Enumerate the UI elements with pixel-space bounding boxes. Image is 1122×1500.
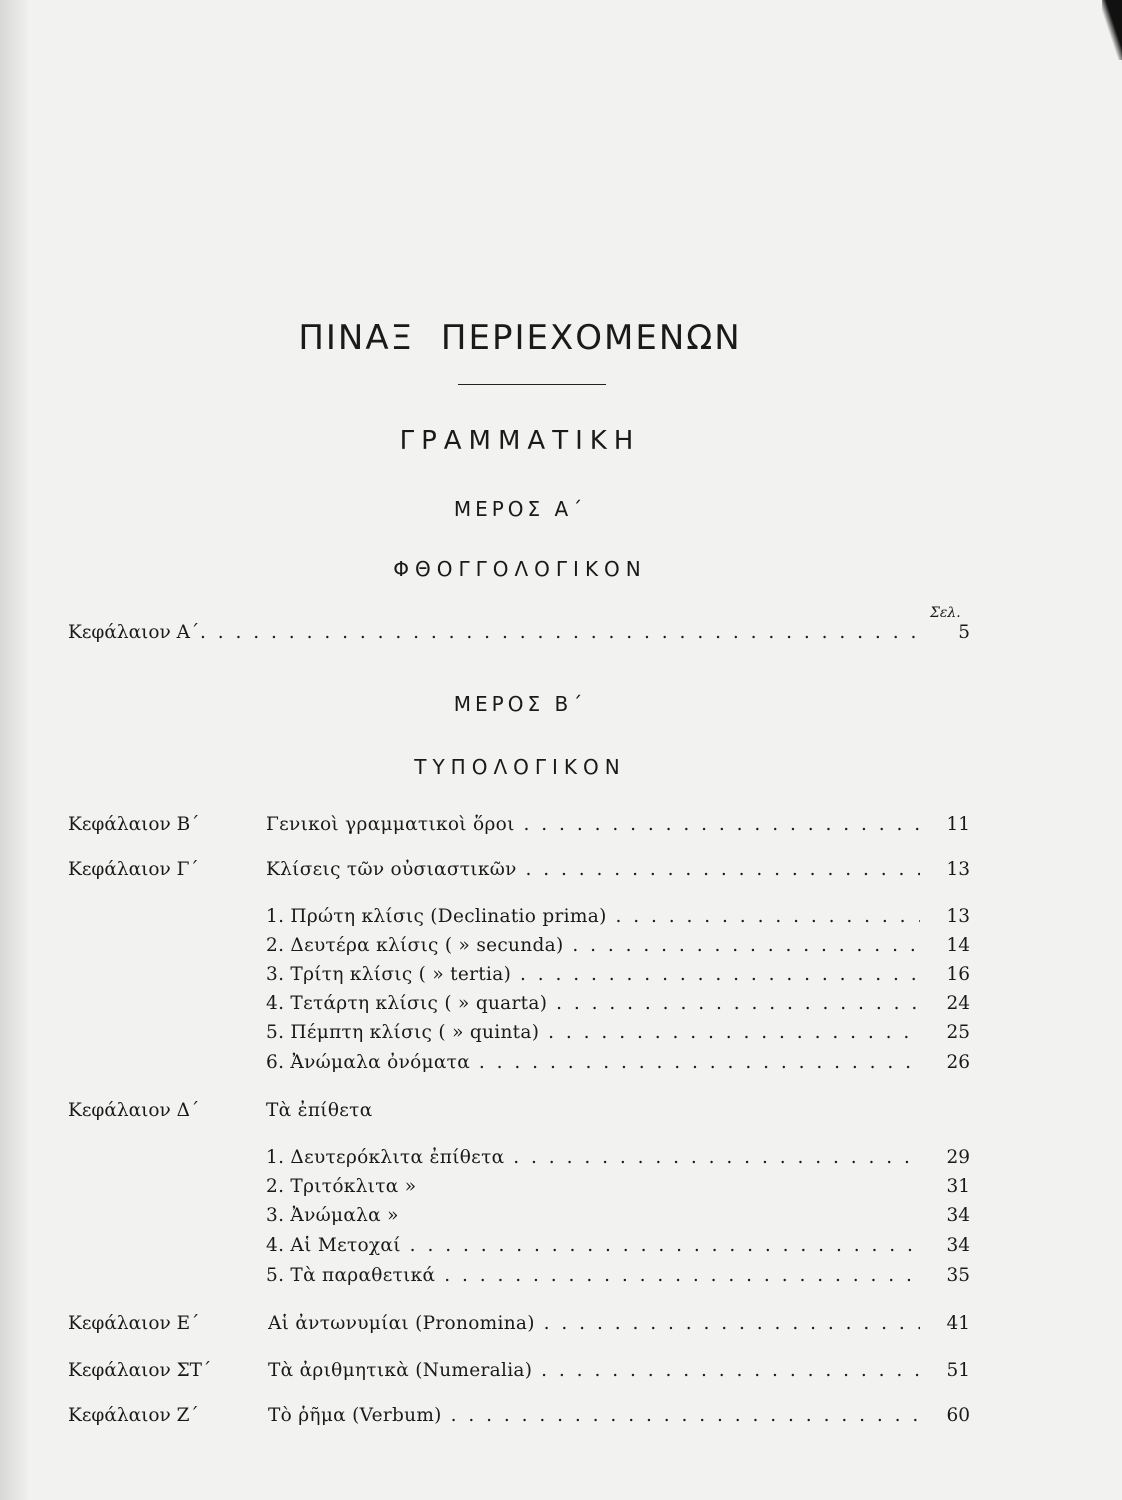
toc-entry-chapter-b [0,814,1122,842]
toc-subentry [0,1235,1122,1263]
toc-subentry [0,1176,1122,1204]
toc-subentry [0,993,1122,1021]
toc-subentry [0,1052,1122,1080]
part-b-subtitle: ΤΥΠΟΛΟΓΙΚΟΝ [414,755,626,779]
part-b-title: ΜΕΡΟΣ Β΄ [453,692,587,716]
toc-subentry-title: 6. Ἀνώμαλα ὀνόματα . . . [266,1052,920,1073]
toc-subentry-title: 2. Τριτόκλιτα » [266,1176,417,1197]
toc-subentry [0,1022,1122,1050]
toc-chapter-label: Κεφάλαιον Β΄ [68,814,200,835]
toc-chapter-label: Κεφάλαιον Α΄ [68,622,200,643]
toc-subentry [0,964,1122,992]
toc-subentry-title: 1. Πρώτη κλίσις (Declinatio prima) . . . [266,906,920,927]
toc-entry-title: Τὰ ἀριθμητικὰ (Numeralia) . . . [268,1360,920,1381]
toc-entry-chapter-st [0,1360,1122,1388]
toc-entry-title [200,622,920,643]
toc-page-number: 5 [924,622,970,643]
toc-page-number: 13 [924,906,970,927]
toc-entry-chapter-d [0,1100,1122,1128]
part-a-subtitle: ΦΘΟΓΓΟΛΟΓΙΚΟΝ [393,557,647,581]
toc-page-number: 34 [924,1205,970,1226]
scan-corner [1102,0,1122,60]
toc-subentry [0,906,1122,934]
toc-chapter-label: Κεφάλαιον Δ΄ [68,1100,200,1121]
toc-page-number: 60 [924,1405,970,1426]
toc-page-number: 26 [924,1052,970,1073]
toc-subentry-title: 4. Αἱ Μετοχαί . . . [266,1235,920,1256]
page-title: ΠΙΝΑΞ ΠΕΡΙΕΧΟΜΕΝΩΝ [298,318,742,358]
toc-page-number: 13 [924,859,970,880]
toc-entry-chapter-z [0,1405,1122,1433]
section-title: ΓΡΑΜΜΑΤΙΚΗ [399,426,641,456]
toc-page-number: 35 [924,1265,970,1286]
toc-entry-chapter-g [0,859,1122,887]
toc-page-number: 31 [924,1176,970,1197]
toc-entry-title: Κλίσεις τῶν οὐσιαστικῶν . . . [266,859,920,880]
toc-subentry [0,1265,1122,1293]
toc-entry-title: Αἱ ἀντωνυμίαι (Pronomina) . . . [268,1313,920,1334]
toc-subentry-title: 5. Τὰ παραθετικά . . . [266,1265,920,1286]
toc-page-number: 34 [924,1235,970,1256]
toc-page-number: 29 [924,1147,970,1168]
toc-page-number: 14 [924,935,970,956]
toc-entry-chapter-e [0,1313,1122,1341]
toc-page-number: 11 [924,814,970,835]
toc-entry-title: Τὸ ῥῆμα (Verbum) . . . [268,1405,920,1426]
toc-subentry-title: 4. Τετάρτη κλίσις ( » quarta) . . . [266,993,920,1014]
toc-subentry-title: 1. Δευτερόκλιτα ἐπίθετα . . . [266,1147,920,1168]
toc-page-number: 51 [924,1360,970,1381]
toc-entry-title: Γενικοὶ γραμματικοὶ ὅροι . . . [266,814,920,835]
toc-page-number: 41 [924,1313,970,1334]
toc-chapter-label: Κεφάλαιον Γ΄ [68,859,199,880]
toc-subentry-title: 2. Δευτέρα κλίσις ( » secunda) . . . [266,935,920,956]
toc-chapter-label: Κεφάλαιον ΣΤ΄ [68,1360,212,1381]
toc-page-number: 24 [924,993,970,1014]
toc-subentry [0,935,1122,963]
toc-subentry-title: 3. Τρίτη κλίσις ( » tertia) . . . [266,964,920,985]
part-a-title: ΜΕΡΟΣ Α΄ [453,497,587,521]
toc-page-number: 25 [924,1022,970,1043]
toc-subentry [0,1205,1122,1233]
page-column-label: Σελ. [930,605,961,621]
toc-chapter-label: Κεφάλαιον Ε΄ [68,1313,200,1334]
toc-entry-title: Τὰ ἐπίθετα [266,1100,373,1121]
toc-chapter-label: Κεφάλαιον Ζ΄ [68,1405,199,1426]
toc-entry-chapter-a [0,622,1122,650]
toc-subentry-title: 5. Πέμπτη κλίσις ( » quinta) . . . [266,1022,920,1043]
toc-subentry-title: 3. Ἀνώμαλα » [266,1205,399,1226]
toc-page-number: 16 [924,964,970,985]
title-underline [458,384,606,385]
toc-subentry [0,1147,1122,1175]
